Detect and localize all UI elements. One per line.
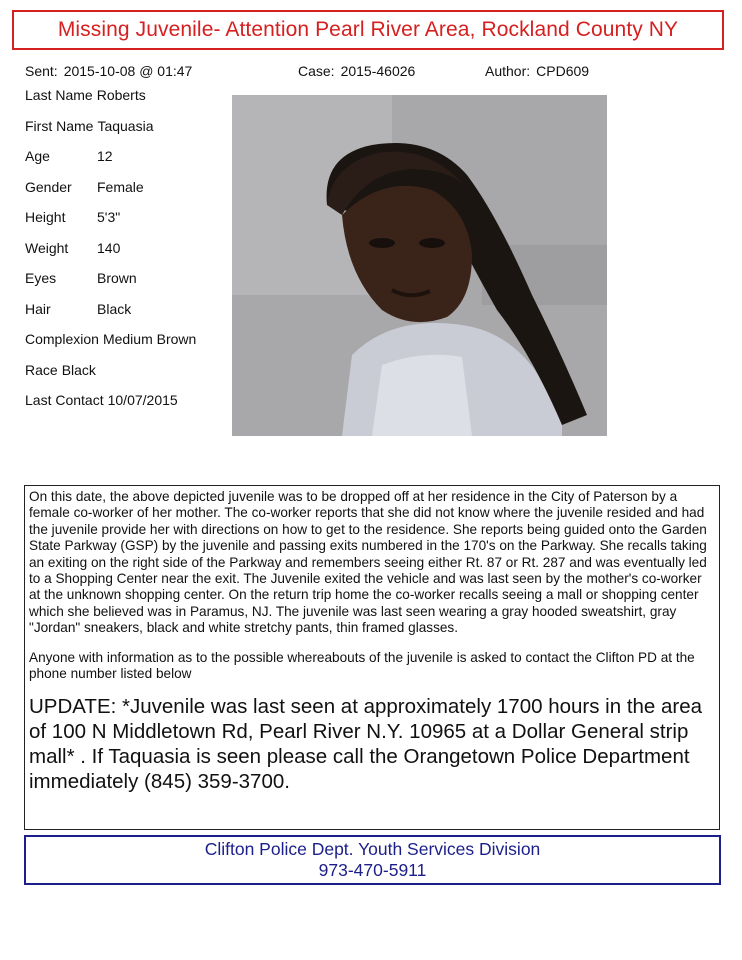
field-complexion — [25, 331, 196, 347]
sent-value: 2015-10-08 @ 01:47 — [63, 63, 193, 79]
incident-narrative — [24, 485, 720, 830]
field-age — [25, 148, 113, 164]
author-value: CPD609 — [536, 63, 590, 79]
first-name-label: First Name — [25, 118, 94, 134]
weight-value: 140 — [97, 240, 121, 256]
field-hair — [25, 301, 131, 317]
first-name-value: Taquasia — [97, 118, 154, 134]
field-height — [25, 209, 120, 225]
alert-title-box — [12, 10, 724, 50]
last-name-value: Roberts — [96, 87, 146, 103]
juvenile-photo-illustration — [232, 95, 607, 436]
juvenile-photo — [232, 95, 607, 436]
field-gender — [25, 179, 144, 195]
narrative-paragraph-2: Anyone with information as to the possible whereabouts of the juvenile is asked to contact the Clifton PD at the phone number listed below — [29, 649, 695, 682]
eyes-value: Brown — [97, 270, 137, 286]
gender-label: Gender — [25, 179, 72, 195]
hair-value: Black — [97, 301, 132, 317]
complexion-label: Complexion — [25, 331, 99, 347]
field-first-name — [25, 118, 154, 134]
field-weight — [25, 240, 120, 256]
update-notice: UPDATE: *Juvenile was last seen at approximately 1700 hours in the area of 100 N Middletown Rd, Pearl River N.Y. 10965 at a Dollar General strip mall* . If Taquasia is seen please call the Orangetown Police Department immediately (845) 359-3700. — [29, 695, 703, 794]
height-value: 5'3" — [97, 209, 121, 225]
case-label: Case: — [298, 63, 335, 79]
sent-label: Sent: — [25, 63, 58, 79]
gender-value: Female — [97, 179, 144, 195]
weight-label: Weight — [25, 240, 69, 256]
last-contact-label: Last Contact — [25, 392, 104, 408]
field-race — [25, 362, 96, 378]
field-eyes — [25, 270, 137, 286]
author-label: Author: — [485, 63, 531, 79]
eyes-label: Eyes — [25, 270, 57, 286]
alert-title: Missing Juvenile- Attention Pearl River Area, Rockland County NY — [57, 18, 679, 41]
field-last-name — [25, 87, 146, 103]
case-value: 2015-46026 — [340, 63, 416, 79]
race-value: Black — [61, 362, 96, 378]
race-label: Race — [25, 362, 58, 378]
last-name-label: Last Name — [25, 87, 93, 103]
narrative-paragraph-1: On this date, the above depicted juvenile was to be dropped off at her residence in the City of Paterson by a female co-worker of her mother. The co-worker reports that she did not know where the juvenile resided and had the juvenile provide her with directions on how to get to the residence. She reports being guided onto the Garden State Parkway (GSP) by the juvenile and passing exits numbered in the 170's on the Parkway. She recalls taking an exiting on the right side of the Parkway and remembers seeing either Rt. 87 or Rt. 287 and was eventually led to a Shopping Center near the exit. The Juvenile exited the vehicle and was last seen by the mother's co-worker at the unknown shopping center. On the return trip home the co-worker recalls seeing a mall or shopping center which she believed was in Paramus, NJ. The juvenile was last seen wearing a gray hooded sweatshirt, gray "Jordan" sneakers, black and white stretchy pants, thin framed glasses. — [29, 489, 707, 636]
footer-department: Clifton Police Dept. Youth Services Division — [204, 839, 541, 859]
case-meta — [298, 63, 415, 79]
last-contact-value: 10/07/2015 — [107, 392, 178, 408]
sent-meta — [25, 63, 192, 79]
footer-phone: 973-470-5911 — [318, 860, 427, 880]
contact-footer — [24, 835, 721, 885]
age-label: Age — [25, 148, 50, 164]
field-last-contact — [25, 392, 178, 408]
complexion-value: Medium Brown — [102, 331, 197, 347]
height-label: Height — [25, 209, 66, 225]
hair-label: Hair — [25, 301, 51, 317]
age-value: 12 — [97, 148, 113, 164]
author-meta — [485, 63, 589, 79]
